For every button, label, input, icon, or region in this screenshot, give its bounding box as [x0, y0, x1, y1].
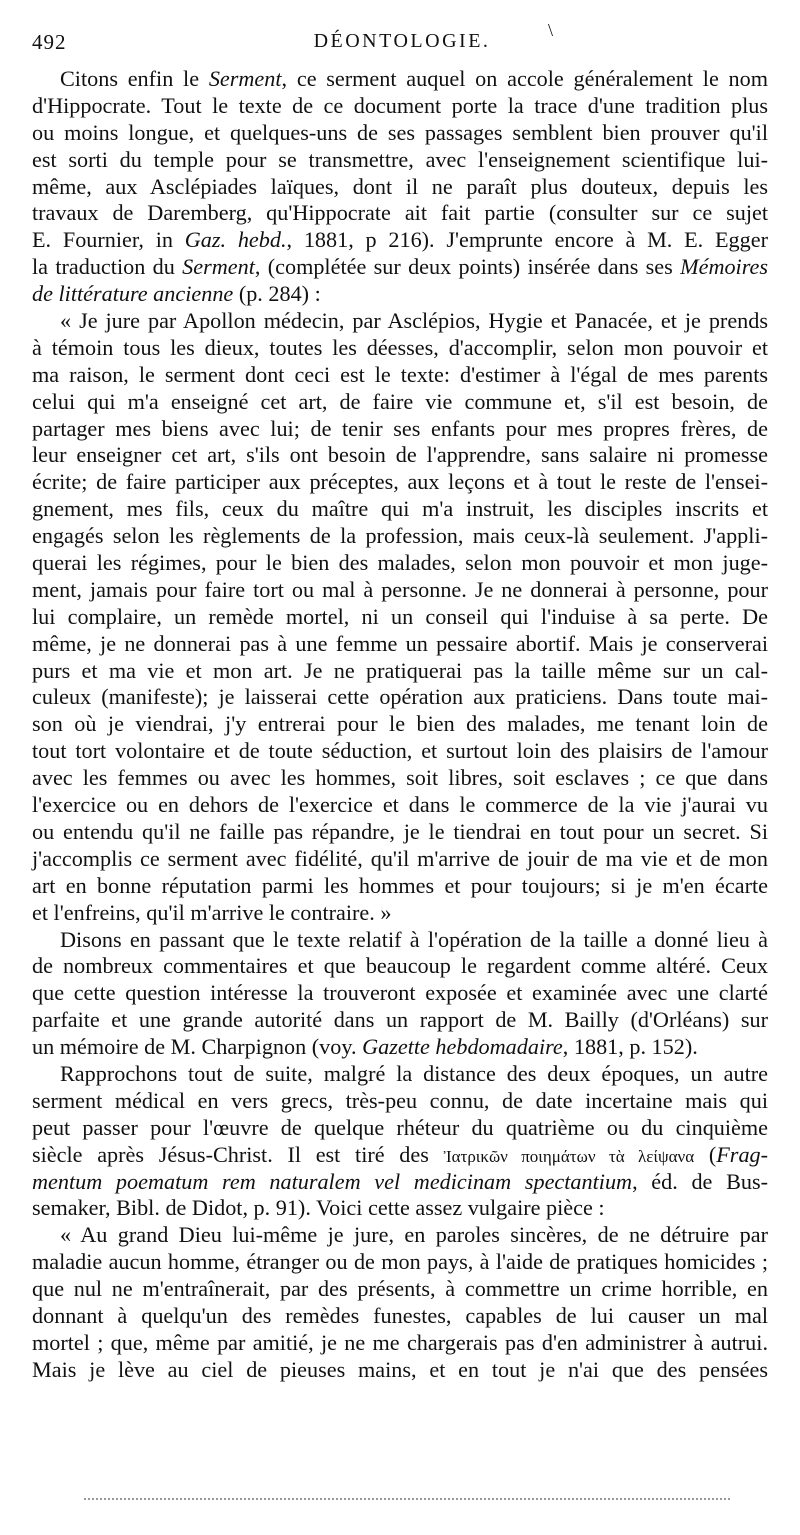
- text-line: serment médical en vers grecs, très-peu connu, de date incertaine mais qui: [32, 1087, 768, 1113]
- text-line: « Je jure par Apollon médecin, par Asclépios, Hygie et Panacée, et je prends: [60, 308, 768, 334]
- text-line: j'accomplis ce serment avec fidélité, qu'il m'arrive de jouir de ma vie et de mon: [32, 845, 768, 871]
- text-line: semaker, Bibl. de Didot, p. 91). Voici cette assez vulgaire pièce :: [32, 1195, 605, 1221]
- text-line: ou moins longue, et quelques-uns de ses passages semblent bien prouver qu'il: [32, 119, 768, 145]
- text-line: Disons en passant que le texte relatif à l'opération de la taille a donné lieu à: [60, 926, 768, 952]
- text-line: ma raison, le serment dont ceci est le texte: d'estimer à l'égal de mes parents: [32, 361, 768, 387]
- text-line: l'exercice ou en dehors de l'exercice et dans le commerce de la vie j'aurai vu: [32, 792, 768, 818]
- text-line: d'Hippocrate. Tout le texte de ce document porte la trace d'une tradition plus: [32, 92, 768, 118]
- text-line: leur enseigner cet art, s'ils ont besoin de l'apprendre, sans salaire ni promesse: [32, 442, 768, 468]
- text-line: « Au grand Dieu lui-même je jure, en paroles sincères, de ne détruire par: [60, 1222, 768, 1248]
- text-line: lui complaire, un remède mortel, ni un conseil qui l'induise à sa perte. De: [32, 603, 768, 629]
- text-line: un mémoire de M. Charpignon (voy. Gazette hebdomadaire, 1881, p. 152).: [32, 1034, 698, 1060]
- text-line: mentum poematum rem naturalem vel medicinam spectantium, éd. de Bus-: [32, 1168, 768, 1194]
- text-line: purs et ma vie et mon art. Je ne pratiquerai pas la taille même sur un cal-: [32, 657, 768, 683]
- stray-tick-mark: \: [548, 20, 554, 40]
- text-line: gnement, mes fils, ceux du maître qui m'a instruit, les disciples inscrits et: [32, 496, 768, 522]
- text-line: écrite; de faire participer aux préceptes, aux leçons et à tout le reste de l'ensei-: [32, 469, 768, 495]
- text-line: maladie aucun homme, étranger ou de mon pays, à l'aide de pratiques homicides ;: [32, 1249, 768, 1275]
- bleed-through-artifact: [84, 1498, 730, 1504]
- text-line: même, aux Asclépiades laïques, dont il ne paraît plus douteux, depuis les: [32, 173, 768, 199]
- text-line: querai les régimes, pour le bien des malades, selon mon pouvoir et mon juge-: [32, 550, 768, 576]
- text-line: de littérature ancienne (p. 284) :: [32, 281, 321, 307]
- text-line: E. Fournier, in Gaz. hebd., 1881, p 216). J'emprunte encore à M. E. Egger: [32, 227, 768, 253]
- text-line: avec les femmes ou avec les hommes, soit libres, soit esclaves ; ce que dans: [32, 765, 768, 791]
- greek-title: Ἰατρικῶν ποιημάτων τὰ λείψανα: [443, 1146, 695, 1166]
- text-line: travaux de Daremberg, qu'Hippocrate ait fait partie (consulter sur ce sujet: [32, 200, 768, 226]
- text-line: partager mes biens avec lui; de tenir ses enfants pour mes propres frères, de: [32, 415, 768, 441]
- text-line: de nombreux commentaires et que beaucoup le regardent comme altéré. Ceux: [32, 953, 768, 979]
- text-line: et l'enfreins, qu'il m'arrive le contraire. »: [32, 899, 392, 925]
- text-line: que nul ne m'entraînerait, par des présents, à commettre un crime horrible, en: [32, 1276, 768, 1302]
- text-line: mortel ; que, même par amitié, je ne me chargerais pas d'en administrer à autrui.: [32, 1329, 768, 1355]
- text-line: Citons enfin le Serment, ce serment auquel on accole généralement le nom: [60, 66, 768, 91]
- text-line: parfaite et une grande autorité dans un rapport de M. Bailly (d'Orléans) sur: [32, 1007, 768, 1033]
- text-line: celui qui m'a enseigné cet art, de faire vie commune et, s'il est besoin, de: [32, 388, 768, 414]
- page-header: [32, 20, 772, 60]
- text-line: siècle après Jésus-Christ. Il est tiré des Ἰατρικῶν ποιημάτων τὰ λείψανα (Frag-: [32, 1141, 769, 1167]
- text-line: est sorti du temple pour se transmettre, avec l'enseignement scientifique lui-: [32, 146, 768, 172]
- page-body: [32, 66, 768, 1384]
- text-line: peut passer pour l'œuvre de quelque rhéteur du quatrième ou du cinquième: [32, 1114, 768, 1140]
- text-line: engagés selon les règlements de la profession, mais ceux-là seulement. J'appli-: [32, 523, 768, 549]
- text-line: donnant à quelqu'un des remèdes funestes, capables de lui causer un mal: [32, 1302, 768, 1328]
- text-line: son où je viendrai, j'y entrerai pour le bien des malades, me tenant loin de: [32, 711, 768, 737]
- page-number: 492: [32, 30, 67, 54]
- text-line: ment, jamais pour faire tort ou mal à personne. Je ne donnerai à personne, pour: [32, 576, 768, 602]
- text-line: Mais je lève au ciel de pieuses mains, et en tout je n'ai que des pensées: [32, 1356, 768, 1382]
- text-line: tout tort volontaire et de toute séduction, et surtout loin des plaisirs de l'amour: [32, 738, 768, 764]
- running-title: DÉONTOLOGIE.: [313, 30, 491, 52]
- text-line: culeux (manifeste); je laisserai cette opération aux praticiens. Dans toute mai-: [32, 684, 768, 710]
- text-line: art en bonne réputation parmi les hommes et pour toujours; si je m'en écarte: [32, 872, 768, 898]
- text-line: la traduction du Serment, (complétée sur deux points) insérée dans ses Mémoires: [32, 254, 769, 280]
- text-line: que cette question intéresse la trouveront exposée et examinée avec une clarté: [32, 980, 768, 1006]
- text-line: ou entendu qu'il ne faille pas répandre, je le tiendrai en tout pour un secret. Si: [32, 818, 768, 844]
- text-line: Rapprochons tout de suite, malgré la distance des deux époques, un autre: [60, 1060, 768, 1086]
- text-line: à témoin tous les dieux, toutes les déesses, d'accomplir, selon mon pouvoir et: [32, 334, 768, 360]
- text-line: même, je ne donnerai pas à une femme un pessaire abortif. Mais je conserverai: [32, 630, 768, 656]
